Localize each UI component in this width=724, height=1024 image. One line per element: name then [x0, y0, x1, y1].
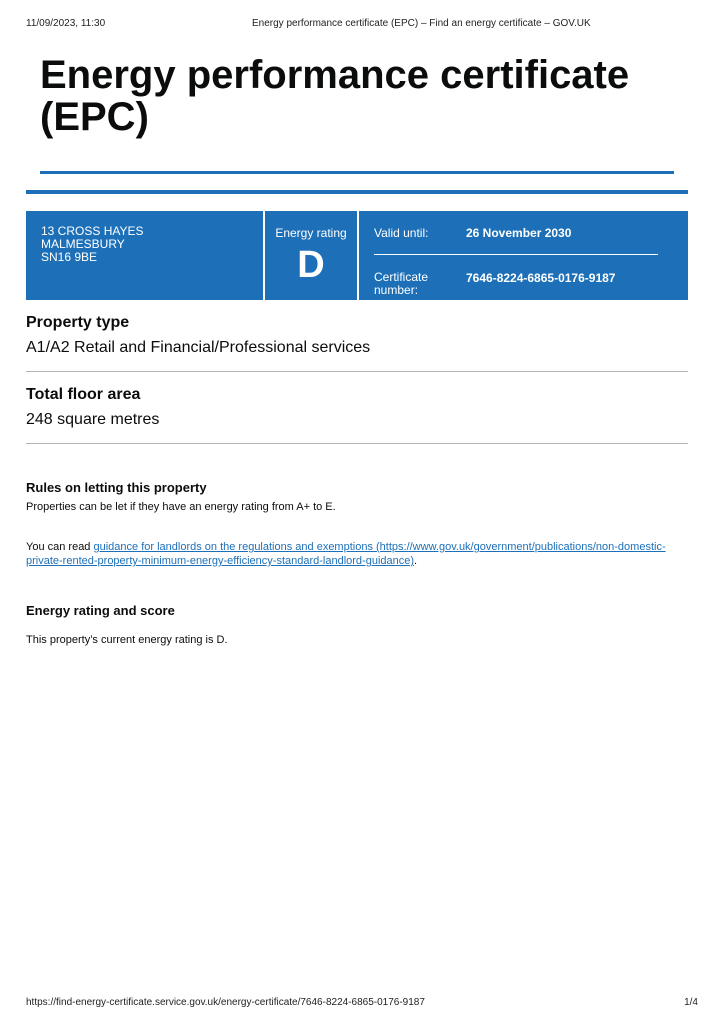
- paragraph-text: You can read: [26, 541, 94, 553]
- property-address: [41, 225, 143, 264]
- floor-area-value: 248 square metres: [26, 411, 160, 428]
- letting-guidance-paragraph: [26, 540, 666, 568]
- print-header: [26, 18, 698, 32]
- summary-divider: [26, 443, 688, 444]
- floor-area-heading: Total floor area: [26, 386, 141, 403]
- print-page-title: Energy performance certificate (EPC) – Find an energy certificate – GOV.UK: [252, 18, 591, 29]
- energy-rating-heading: Energy rating and score: [26, 603, 175, 618]
- certificate-number: 7646-8224-6865-0176-9187: [466, 271, 616, 285]
- summary-divider: [26, 371, 688, 372]
- paragraph-text: .: [414, 555, 418, 567]
- energy-rating-label: Energy rating: [275, 226, 347, 240]
- print-footer: [26, 997, 698, 1011]
- banner-row-divider: [374, 254, 658, 255]
- print-date: 11/09/2023, 11:30: [26, 18, 106, 29]
- title-divider: [40, 171, 674, 174]
- letting-rules-heading: Rules on letting this property: [26, 480, 207, 495]
- valid-until-date: 26 November 2030: [466, 226, 572, 240]
- landlord-guidance-link[interactable]: guidance for landlords on the regulations and exemptions (https://www.gov.uk/government/publications/non-domestic-private-rented-property-minimum-energy-efficiency-standard-landlord-guidance): [26, 541, 666, 567]
- print-url: https://find-energy-certificate.service.gov.uk/energy-certificate/7646-8224-6865-0176-9187: [26, 997, 425, 1008]
- property-type-value: A1/A2 Retail and Financial/Professional services: [26, 339, 371, 356]
- banner-divider: [357, 211, 359, 300]
- property-type-heading: Property type: [26, 314, 130, 331]
- address-line: MALMESBURY: [41, 237, 125, 251]
- section-divider: [26, 190, 688, 194]
- address-line: 13 CROSS HAYES: [41, 224, 144, 238]
- valid-until-label: Valid until:: [374, 226, 429, 240]
- energy-rating-paragraph: This property’s current energy rating is D.: [26, 634, 228, 646]
- energy-rating-letter: D: [297, 244, 325, 286]
- print-page-number: 1/4: [684, 997, 698, 1008]
- address-postcode: SN16 9BE: [41, 250, 98, 264]
- page-title: Energy performance certificate (EPC): [40, 53, 630, 139]
- letting-rules-paragraph: Properties can be let if they have an energy rating from A+ to E.: [26, 501, 336, 513]
- certificate-number-label: Certificate number:: [374, 270, 429, 297]
- epc-summary-banner: [26, 211, 688, 300]
